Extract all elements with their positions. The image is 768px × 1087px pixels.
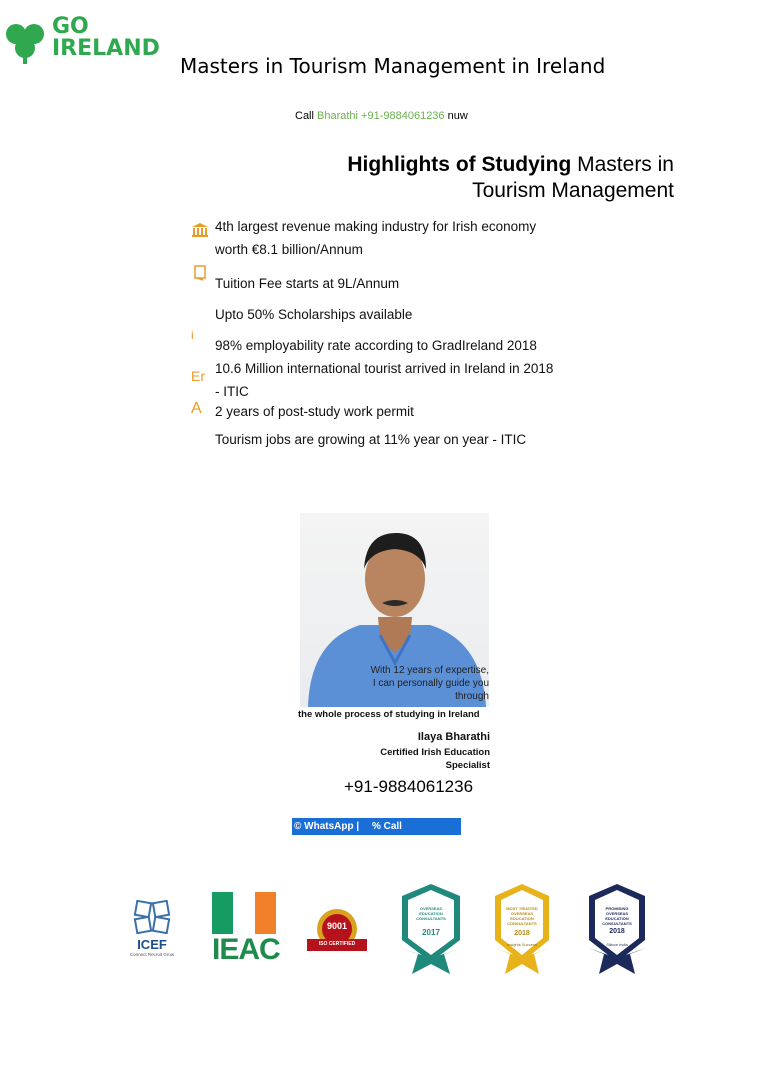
- logo-line-1: GO: [52, 14, 89, 39]
- award1-text: OVERSEAS EDUCATION CONSULTANTS: [416, 906, 446, 921]
- award2-year: 2018: [514, 930, 530, 937]
- guide-line: the whole process of studying in Ireland: [298, 709, 480, 720]
- icef-badge: [126, 900, 178, 962]
- iso-label: ISO CERTIFIED: [318, 941, 356, 947]
- highlights-line-2: Tourism Management: [472, 179, 674, 202]
- highlight-item: Tuition Fee starts at 9L/Annum: [215, 276, 400, 291]
- info-icon: i: [191, 328, 194, 342]
- highlights-heading: [347, 152, 674, 204]
- highlight-item: 2 years of post-study work permit: [215, 404, 414, 419]
- iso-badge: [305, 905, 369, 957]
- er-icon: Er: [191, 368, 205, 384]
- highlight-item: Upto 50% Scholarships available: [215, 307, 413, 322]
- iso-number: 9001: [326, 921, 348, 931]
- award-2018-silicon-badge: [585, 882, 649, 978]
- award-2018-insights-badge: [492, 882, 552, 978]
- highlight-item: Tourism jobs are growing at 11% year on year - ITIC: [215, 432, 527, 447]
- award-2017-badge: [398, 882, 464, 978]
- award2-sub: Insights Success: [506, 942, 537, 947]
- iso-seal-icon: [305, 905, 369, 957]
- award1-year: 2017: [422, 928, 440, 937]
- consultant-phone[interactable]: +91-9884061236: [344, 777, 474, 796]
- highlight-item: 4th largest revenue making industry for Irish economy worth €8.1 billion/Annum: [215, 219, 537, 257]
- call-suffix: nuw: [444, 110, 468, 122]
- shamrock-icon: [2, 20, 48, 66]
- page-title: Masters in Tourism Management in Ireland: [180, 54, 606, 78]
- icef-logo-icon: [132, 900, 172, 934]
- highlight-item: 98% employability rate according to GradIreland 2018: [215, 338, 537, 353]
- irish-flag-icon: [212, 892, 276, 934]
- highlights-bold: Highlights of Studying: [347, 153, 572, 176]
- consultant-photo: [300, 513, 489, 707]
- document-icon: [193, 265, 207, 281]
- highlights-rest: Masters in: [571, 153, 674, 176]
- call-link[interactable]: % Call: [371, 821, 402, 832]
- highlight-item: 10.6 Million international tourist arrived in Ireland in 2018 - ITIC: [215, 361, 554, 399]
- call-prefix: Call: [295, 110, 318, 122]
- photo-caption-2: I can personally guide you through: [372, 678, 489, 702]
- icef-subtitle: Connect Recruit Grow: [129, 952, 175, 957]
- consultant-name: Ilaya Bharathi: [417, 731, 490, 743]
- logo-line-2: IRELAND: [52, 36, 160, 61]
- go-ireland-logo: [2, 14, 160, 66]
- award3-year: 2018: [609, 928, 625, 935]
- contact-bar: [292, 818, 461, 835]
- consultant-role: Certified Irish Education Specialist: [380, 747, 490, 771]
- award2-text: MOST TRUSTED OVERSEAS EDUCATION CONSULTANTS: [506, 906, 538, 926]
- bank-icon: [191, 222, 209, 238]
- award3-sub: Silicon India: [606, 942, 628, 947]
- whatsapp-link[interactable]: © WhatsApp |: [294, 821, 360, 832]
- photo-caption-1: With 12 years of expertise,: [370, 665, 489, 676]
- call-line: [295, 110, 468, 122]
- a-icon: A: [191, 400, 202, 417]
- award3-text: PROMISING OVERSEAS EDUCATION CONSULTANTS: [602, 906, 632, 926]
- call-phone-link[interactable]: Bharathi +91-9884061236: [317, 110, 445, 122]
- ieac-title: IEAC: [212, 933, 280, 966]
- ieac-badge: [212, 892, 280, 970]
- icef-title: ICEF: [137, 937, 167, 952]
